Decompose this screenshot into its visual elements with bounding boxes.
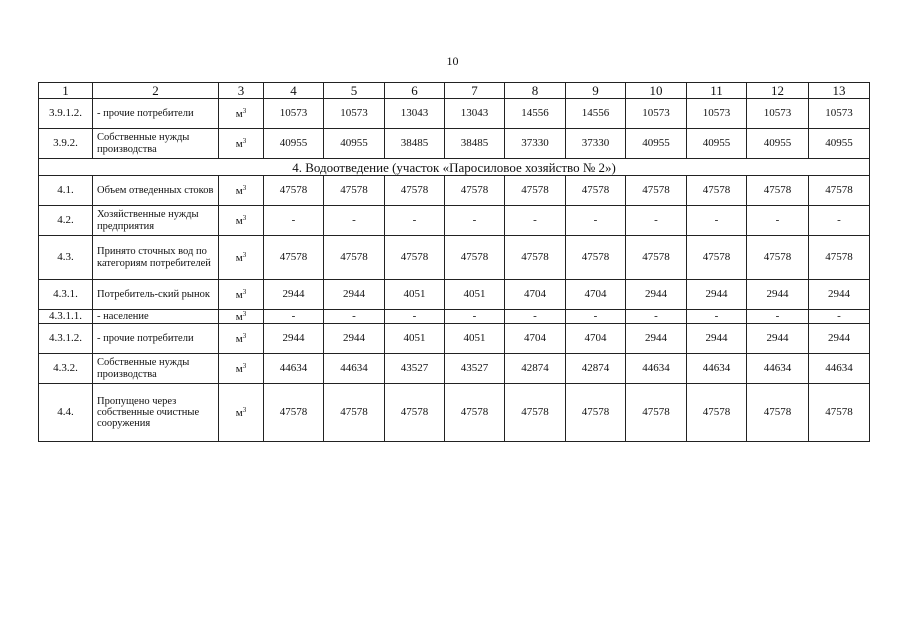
value-cell: 47578 bbox=[324, 176, 385, 206]
row-name: - население bbox=[93, 310, 219, 324]
value-cell: 47578 bbox=[687, 384, 747, 442]
row-unit bbox=[219, 236, 264, 280]
column-number: 11 bbox=[687, 83, 747, 99]
value-cell: 38485 bbox=[385, 129, 445, 159]
value-cell: 13043 bbox=[385, 99, 445, 129]
value-cell: 40955 bbox=[324, 129, 385, 159]
row-unit bbox=[219, 384, 264, 442]
row-code: 4.3. bbox=[39, 236, 93, 280]
table-row bbox=[39, 129, 870, 159]
column-number: 8 bbox=[505, 83, 566, 99]
row-code: 4.3.1. bbox=[39, 280, 93, 310]
row-unit bbox=[219, 206, 264, 236]
value-cell: 47578 bbox=[505, 384, 566, 442]
value-cell: 2944 bbox=[324, 280, 385, 310]
value-cell: 2944 bbox=[264, 324, 324, 354]
unit-exponent: 3 bbox=[242, 405, 247, 414]
header-row bbox=[39, 83, 870, 99]
row-unit bbox=[219, 354, 264, 384]
table-row bbox=[39, 236, 870, 280]
value-cell: 40955 bbox=[264, 129, 324, 159]
value-cell: 47578 bbox=[626, 384, 687, 442]
unit-base: м bbox=[235, 288, 243, 301]
value-cell: 47578 bbox=[809, 384, 870, 442]
value-cell: 47578 bbox=[747, 236, 809, 280]
value-cell: 47578 bbox=[324, 384, 385, 442]
table-body bbox=[39, 83, 870, 442]
value-cell: 47578 bbox=[687, 176, 747, 206]
row-code: 4.3.2. bbox=[39, 354, 93, 384]
unit-exponent: 3 bbox=[242, 183, 247, 192]
value-cell: 2944 bbox=[809, 324, 870, 354]
value-cell: 10573 bbox=[747, 99, 809, 129]
value-cell: 44634 bbox=[626, 354, 687, 384]
value-cell: 47578 bbox=[566, 236, 626, 280]
value-cell: - bbox=[809, 310, 870, 324]
value-cell: 44634 bbox=[324, 354, 385, 384]
unit-base: м bbox=[235, 310, 243, 323]
row-unit bbox=[219, 280, 264, 310]
value-cell: - bbox=[505, 206, 566, 236]
value-cell: - bbox=[505, 310, 566, 324]
column-number: 10 bbox=[626, 83, 687, 99]
table-row bbox=[39, 206, 870, 236]
unit-exponent: 3 bbox=[242, 309, 247, 318]
row-name: Потребитель-ский рынок bbox=[93, 280, 219, 310]
row-code: 4.2. bbox=[39, 206, 93, 236]
value-cell: - bbox=[264, 206, 324, 236]
unit-exponent: 3 bbox=[242, 136, 247, 145]
value-cell: 47578 bbox=[626, 236, 687, 280]
column-number: 5 bbox=[324, 83, 385, 99]
row-unit bbox=[219, 324, 264, 354]
value-cell: 10573 bbox=[687, 99, 747, 129]
value-cell: 47578 bbox=[566, 176, 626, 206]
value-cell: 2944 bbox=[747, 280, 809, 310]
column-number: 3 bbox=[219, 83, 264, 99]
unit-exponent: 3 bbox=[242, 361, 247, 370]
value-cell: - bbox=[264, 310, 324, 324]
unit-base: м bbox=[235, 332, 243, 345]
row-unit bbox=[219, 129, 264, 159]
table-row bbox=[39, 324, 870, 354]
value-cell: 2944 bbox=[626, 324, 687, 354]
row-unit bbox=[219, 99, 264, 129]
unit-base: м bbox=[235, 214, 243, 227]
value-cell: 4704 bbox=[566, 324, 626, 354]
table-row bbox=[39, 99, 870, 129]
value-cell: 47578 bbox=[505, 236, 566, 280]
row-code: 3.9.2. bbox=[39, 129, 93, 159]
row-name: Принято сточных вод по категориям потребителей bbox=[93, 236, 219, 280]
value-cell: 47578 bbox=[809, 236, 870, 280]
value-cell: 47578 bbox=[747, 384, 809, 442]
unit-base: м bbox=[235, 406, 243, 419]
value-cell: - bbox=[445, 206, 505, 236]
value-cell: 40955 bbox=[747, 129, 809, 159]
column-number: 2 bbox=[93, 83, 219, 99]
value-cell: 43527 bbox=[385, 354, 445, 384]
table-row bbox=[39, 384, 870, 442]
unit-exponent: 3 bbox=[242, 250, 247, 259]
value-cell: 10573 bbox=[264, 99, 324, 129]
value-cell: - bbox=[385, 310, 445, 324]
table-row bbox=[39, 280, 870, 310]
column-number: 13 bbox=[809, 83, 870, 99]
value-cell: - bbox=[324, 206, 385, 236]
value-cell: - bbox=[566, 206, 626, 236]
value-cell: 47578 bbox=[264, 176, 324, 206]
value-cell: 4704 bbox=[505, 280, 566, 310]
value-cell: 47578 bbox=[445, 384, 505, 442]
value-cell: 47578 bbox=[264, 384, 324, 442]
value-cell: 47578 bbox=[445, 236, 505, 280]
value-cell: 47578 bbox=[809, 176, 870, 206]
value-cell: 4051 bbox=[445, 324, 505, 354]
value-cell: 44634 bbox=[687, 354, 747, 384]
value-cell: 47578 bbox=[385, 236, 445, 280]
value-cell: 2944 bbox=[626, 280, 687, 310]
unit-exponent: 3 bbox=[242, 331, 247, 340]
row-unit bbox=[219, 310, 264, 324]
unit-base: м bbox=[235, 107, 243, 120]
column-number: 6 bbox=[385, 83, 445, 99]
row-code: 4.1. bbox=[39, 176, 93, 206]
value-cell: 47578 bbox=[445, 176, 505, 206]
unit-base: м bbox=[235, 362, 243, 375]
value-cell: 44634 bbox=[747, 354, 809, 384]
row-unit bbox=[219, 176, 264, 206]
unit-base: м bbox=[235, 137, 243, 150]
column-number: 1 bbox=[39, 83, 93, 99]
value-cell: 4051 bbox=[445, 280, 505, 310]
table-row bbox=[39, 176, 870, 206]
value-cell: 2944 bbox=[324, 324, 385, 354]
value-cell: 47578 bbox=[385, 176, 445, 206]
column-number: 4 bbox=[264, 83, 324, 99]
unit-exponent: 3 bbox=[242, 287, 247, 296]
value-cell: 42874 bbox=[505, 354, 566, 384]
value-cell: 2944 bbox=[687, 280, 747, 310]
value-cell: 4051 bbox=[385, 280, 445, 310]
value-cell: 40955 bbox=[626, 129, 687, 159]
column-number: 9 bbox=[566, 83, 626, 99]
value-cell: 13043 bbox=[445, 99, 505, 129]
value-cell: 14556 bbox=[505, 99, 566, 129]
value-cell: - bbox=[626, 206, 687, 236]
table-row bbox=[39, 354, 870, 384]
value-cell: 38485 bbox=[445, 129, 505, 159]
value-cell: - bbox=[747, 206, 809, 236]
row-code: 4.3.1.1. bbox=[39, 310, 93, 324]
table-row bbox=[39, 310, 870, 324]
value-cell: 47578 bbox=[626, 176, 687, 206]
value-cell: - bbox=[626, 310, 687, 324]
value-cell: 47578 bbox=[324, 236, 385, 280]
value-cell: - bbox=[687, 310, 747, 324]
value-cell: 14556 bbox=[566, 99, 626, 129]
unit-base: м bbox=[235, 184, 243, 197]
row-name: Хозяйственные нужды предприятия bbox=[93, 206, 219, 236]
value-cell: - bbox=[747, 310, 809, 324]
value-cell: - bbox=[809, 206, 870, 236]
value-cell: 2944 bbox=[809, 280, 870, 310]
value-cell: 2944 bbox=[264, 280, 324, 310]
value-cell: - bbox=[445, 310, 505, 324]
row-name: - прочие потребители bbox=[93, 99, 219, 129]
row-name: Собственные нужды производства bbox=[93, 129, 219, 159]
row-name: Объем отведенных стоков bbox=[93, 176, 219, 206]
value-cell: 37330 bbox=[566, 129, 626, 159]
value-cell: 10573 bbox=[809, 99, 870, 129]
value-cell: 47578 bbox=[505, 176, 566, 206]
value-cell: 37330 bbox=[505, 129, 566, 159]
value-cell: 4704 bbox=[505, 324, 566, 354]
value-cell: - bbox=[324, 310, 385, 324]
value-cell: 47578 bbox=[264, 236, 324, 280]
unit-exponent: 3 bbox=[242, 213, 247, 222]
value-cell: 10573 bbox=[324, 99, 385, 129]
row-code: 4.3.1.2. bbox=[39, 324, 93, 354]
row-code: 3.9.1.2. bbox=[39, 99, 93, 129]
value-cell: 44634 bbox=[809, 354, 870, 384]
row-name: - прочие потребители bbox=[93, 324, 219, 354]
value-cell: - bbox=[566, 310, 626, 324]
value-cell: 47578 bbox=[385, 384, 445, 442]
row-code: 4.4. bbox=[39, 384, 93, 442]
value-cell: 2944 bbox=[747, 324, 809, 354]
page-number: 10 bbox=[446, 54, 459, 68]
value-cell: 42874 bbox=[566, 354, 626, 384]
value-cell: 44634 bbox=[264, 354, 324, 384]
column-number: 7 bbox=[445, 83, 505, 99]
value-cell: 47578 bbox=[566, 384, 626, 442]
data-table bbox=[38, 82, 870, 442]
section-title: 4. Водоотведение (участок «Паросиловое хозяйство № 2») bbox=[39, 159, 870, 176]
value-cell: 47578 bbox=[687, 236, 747, 280]
column-number: 12 bbox=[747, 83, 809, 99]
value-cell: 4704 bbox=[566, 280, 626, 310]
value-cell: 10573 bbox=[626, 99, 687, 129]
value-cell: 4051 bbox=[385, 324, 445, 354]
section-row bbox=[39, 159, 870, 176]
row-name: Собственные нужды производства bbox=[93, 354, 219, 384]
value-cell: 43527 bbox=[445, 354, 505, 384]
row-name: Пропущено через собственные очистные сооружения bbox=[93, 384, 219, 442]
value-cell: - bbox=[687, 206, 747, 236]
unit-base: м bbox=[235, 251, 243, 264]
value-cell: - bbox=[385, 206, 445, 236]
value-cell: 40955 bbox=[687, 129, 747, 159]
value-cell: 47578 bbox=[747, 176, 809, 206]
value-cell: 40955 bbox=[809, 129, 870, 159]
unit-exponent: 3 bbox=[242, 106, 247, 115]
value-cell: 2944 bbox=[687, 324, 747, 354]
